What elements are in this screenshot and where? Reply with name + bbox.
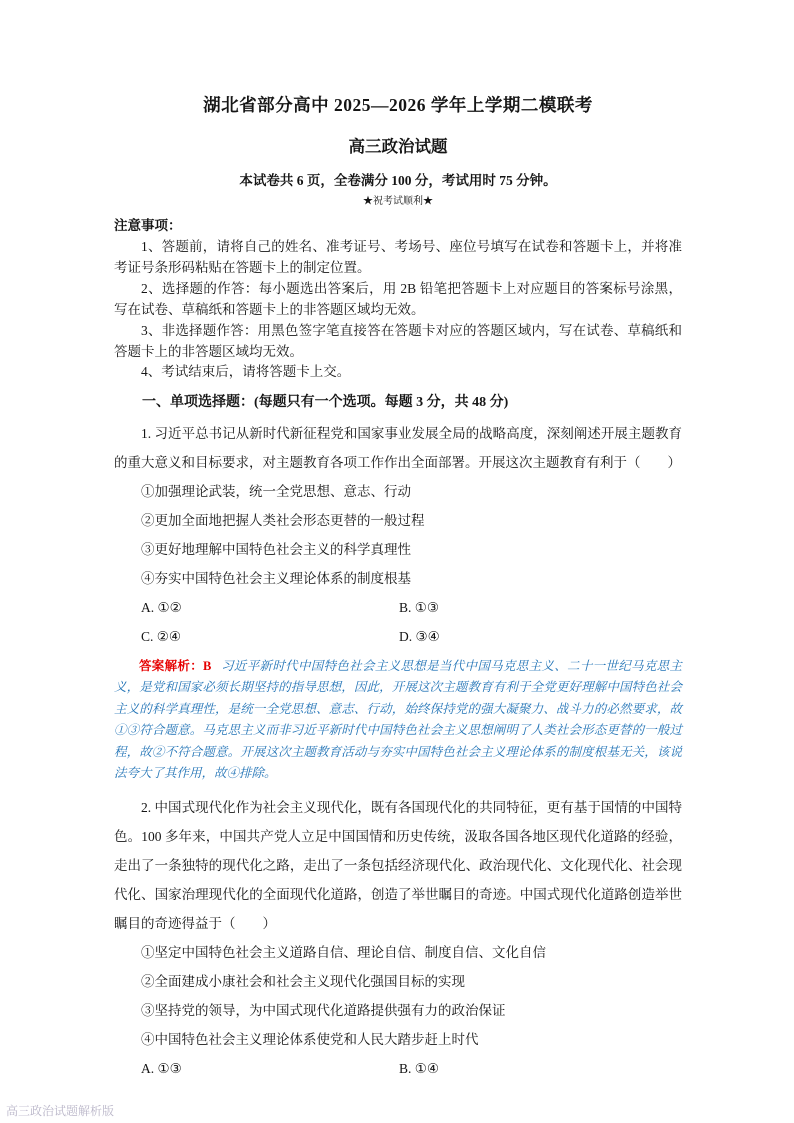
question-block-1 <box>114 419 682 785</box>
page-watermark: 高三政治试题解析版 <box>6 1104 115 1118</box>
question-stem: 2. 中国式现代化作为社会主义现代化，既有各国现代化的共同特征，更有基于国情的中国特色。100 多年来，中国共产党人立足中国国情和历史传统，汲取各国各地区现代化道路的经验，走出了一条独特的现代化之路，走出了一条包括经济现代化、政治现代化、文化现代化、社会现代化、国家治理现代化的全面现代化道路，创造了举世瞩目的奇迹。中国式现代化道路创造举世瞩目的奇迹得益于（ ） <box>114 799 682 931</box>
question-block-2 <box>114 793 682 1083</box>
choice-a: A. ①② <box>141 599 182 615</box>
exam-info-line: 本试卷共 6 页，全卷满分 100 分，考试用时 75 分钟。 <box>239 173 557 188</box>
answer-label: 答案解析：B <box>139 658 212 673</box>
exam-subtitle: 高三政治试题 <box>348 137 448 156</box>
notice-item: 3、非选择题作答：用黑色签字笔直接答在答题卡对应的答题区域内，写在试卷、草稿纸和答题卡上的非答题区域均无效。 <box>114 322 682 359</box>
choice-b: B. ①③ <box>399 599 439 615</box>
notice-item: 4、考试结束后，请将答题卡上交。 <box>141 364 351 380</box>
choice-b: B. ①④ <box>399 1061 439 1077</box>
notice-item: 1、答题前，请将自己的姓名、准考证号、考场号、座位号填写在试卷和答题卡上，并将准考证号条形码粘贴在答题卡上的制定位置。 <box>114 238 682 275</box>
option-line: ③更好地理解中国特色社会主义的科学真理性 <box>141 541 411 557</box>
option-line: ③坚持党的领导，为中国式现代化道路提供强有力的政治保证 <box>141 1003 506 1018</box>
answer-analysis <box>114 656 682 785</box>
exam-title: 湖北省部分高中 2025—2026 学年上学期二模联考 <box>203 95 593 115</box>
option-line: ①坚定中国特色社会主义道路自信、理论自信、制度自信、文化自信 <box>141 944 546 960</box>
choice-d: D. ③④ <box>399 628 440 644</box>
choice-c: C. ②④ <box>141 628 181 644</box>
question-stem: 1. 习近平总书记从新时代新征程党和国家事业发展全局的战略高度，深刻阐述开展主题教育的重大意义和目标要求，对主题教育各项工作作出全面部署。开展这次主题教育有利于（ ） <box>114 425 682 470</box>
option-line: ④夯实中国特色社会主义理论体系的制度根基 <box>141 570 411 586</box>
notice-item: 2、选择题的作答：每小题选出答案后，用 2B 铅笔把答题卡上对应题目的答案标号涂黑，写在试卷、草稿纸和答题卡上的非答题区域均无效。 <box>114 280 682 317</box>
notice-section <box>114 216 682 383</box>
exam-wish-line: ★祝考试顺利★ <box>363 196 433 207</box>
option-line: ①加强理论武装，统一全党思想、意志、行动 <box>141 483 411 499</box>
choice-row <box>114 593 682 622</box>
option-line: ②更加全面地把握人类社会形态更替的一般过程 <box>141 512 425 528</box>
notice-title: 注意事项： <box>114 218 182 233</box>
choice-a: A. ①③ <box>141 1061 182 1077</box>
option-line: ④中国特色社会主义理论体系使党和人民大踏步赶上时代 <box>141 1032 479 1048</box>
option-line: ②全面建成小康社会和社会主义现代化强国目标的实现 <box>141 973 465 989</box>
answer-text: 习近平新时代中国特色社会主义思想是当代中国马克思主义、二十一世纪马克思主义，是党和国家必须长期坚持的指导思想，因此，开展这次主题教育有利于全党更好理解中国特色社会主义的科学真理性，是统一全党思想、意志、行动，始终保持党的强大凝聚力、战斗力的必然要求，故①③符合题意。马克思主义而非习近平新时代中国特色社会主义思想阐明了人类社会形态更替的一般过程，故②不符合题意。开展这次主题教育活动与夯实中国特色社会主义理论体系的制度根基无关，该说法夸大了其作用，故④排除。 <box>114 658 682 781</box>
section-title: 一、单项选择题：(每题只有一个选项。每题 3 分，共 48 分) <box>142 395 509 411</box>
choice-row <box>114 622 682 651</box>
choice-row <box>114 1054 682 1083</box>
